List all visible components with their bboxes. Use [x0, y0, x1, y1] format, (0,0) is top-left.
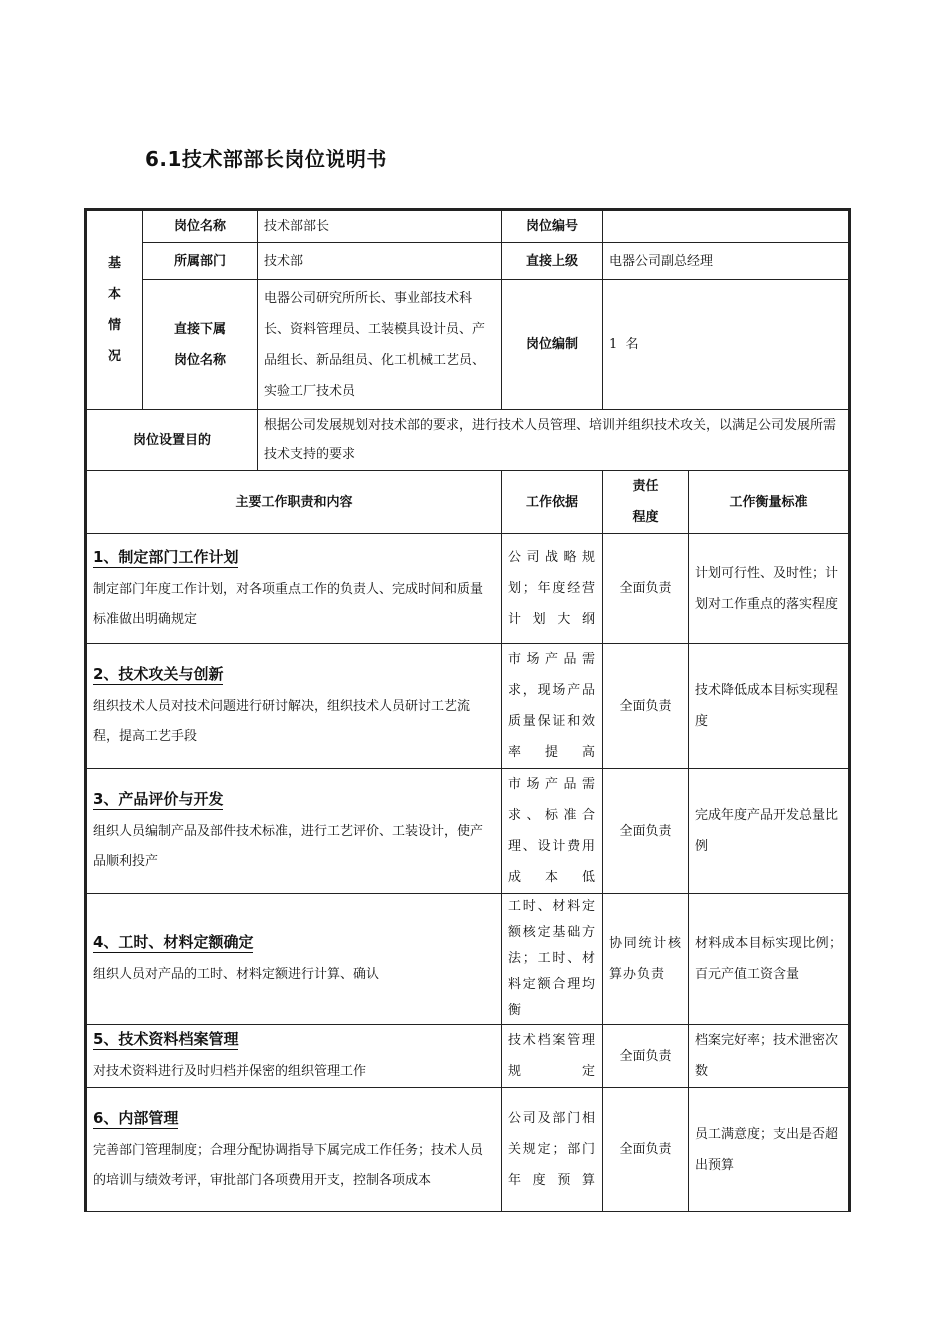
duty-standard: 技术降低成本目标实现程度: [689, 644, 850, 769]
duty-basis: 市场产品需求，现场产品质量保证和效率提高: [502, 644, 603, 769]
duty-row: [86, 894, 850, 1025]
duties-header-responsibility: 责任 程度: [603, 471, 689, 534]
duty-responsibility: 全面负责: [603, 534, 689, 644]
purpose-value: 根据公司发展规划对技术部的要求，进行技术人员管理、培训并组织技术攻关，以满足公司发展所需技术支持的要求: [258, 410, 850, 471]
duty-desc: 组织人员编制产品及部件技术标准，进行工艺评价、工装设计，使产品顺利投产: [93, 824, 484, 869]
duty-basis: 工时、材料定额核定基础方法；工时、材料定额合理均衡: [502, 894, 603, 1025]
quota-value: 1 名: [603, 280, 850, 410]
duty-title: 3、产品评价与开发: [93, 790, 224, 808]
subordinate-label: 直接下属 岗位名称: [143, 280, 258, 410]
duties-header-content: 主要工作职责和内容: [86, 471, 502, 534]
duty-content: [86, 1025, 502, 1088]
duty-desc: 完善部门管理制度；合理分配协调指导下属完成工作任务；技术人员的培训与绩效考评，审批部门各项费用开支，控制各项成本: [93, 1142, 484, 1188]
duty-responsibility: 全面负责: [603, 1088, 689, 1212]
duty-basis: 公司及部门相关规定；部门年度预算: [502, 1088, 603, 1212]
duty-responsibility: 全面负责: [603, 644, 689, 769]
post-name-label: 岗位名称: [143, 210, 258, 243]
superior-label: 直接上级: [502, 243, 603, 280]
row-post-name: [86, 210, 850, 243]
duty-content: [86, 1088, 502, 1212]
duty-responsibility: 全面负责: [603, 1025, 689, 1088]
post-no-label: 岗位编号: [502, 210, 603, 243]
duty-content: [86, 894, 502, 1025]
duty-desc: 组织技术人员对技术问题进行研讨解决，组织技术人员研讨工艺流程，提高工艺手段: [93, 699, 471, 744]
duty-desc: 制定部门年度工作计划，对各项重点工作的负责人、完成时间和质量标准做出明确规定: [93, 581, 484, 627]
duty-title: 6、内部管理: [93, 1108, 179, 1127]
duties-header-standard: 工作衡量标准: [689, 471, 850, 534]
duty-basis: 公司战略规划；年度经营计划大纲: [502, 534, 603, 644]
duty-standard: 员工满意度；支出是否超出预算: [689, 1088, 850, 1212]
superior-value: 电器公司副总经理: [603, 243, 850, 280]
duty-responsibility: 协同统计核算办负责: [603, 894, 689, 1025]
row-purpose: [86, 410, 850, 471]
duty-basis: 技术档案管理规定: [502, 1025, 603, 1088]
duty-row: [86, 769, 850, 894]
quota-label: 岗位编制: [502, 280, 603, 410]
duty-row: [86, 1088, 850, 1212]
duty-row: [86, 1025, 850, 1088]
duty-title: 2、技术攻关与创新: [93, 665, 224, 683]
duty-responsibility: 全面负责: [603, 769, 689, 894]
duty-standard: 档案完好率；技术泄密次数: [689, 1025, 850, 1088]
duty-basis: 市场产品需求、标准合理、设计费用成本低: [502, 769, 603, 894]
duty-row: [86, 534, 850, 644]
duties-header-basis: 工作依据: [502, 471, 603, 534]
duty-content: [86, 534, 502, 644]
duty-standard: 完成年度产品开发总量比例: [689, 769, 850, 894]
duty-content: [86, 644, 502, 769]
subordinate-value: 电器公司研究所所长、事业部技术科长、资料管理员、工装模具设计员、产品组长、新品组员、化工机械工艺员、实验工厂技术员: [258, 280, 502, 410]
dept-label: 所属部门: [143, 243, 258, 280]
duty-content: [86, 769, 502, 894]
row-department: [86, 243, 850, 280]
basic-info-section-label: 基 本 情 况: [86, 210, 143, 410]
duty-desc: 对技术资料进行及时归档并保密的组织管理工作: [93, 1064, 367, 1079]
duty-title: 1、制定部门工作计划: [93, 547, 239, 566]
duties-header-row: [86, 471, 850, 534]
purpose-label: 岗位设置目的: [86, 410, 258, 471]
duty-title: 5、技术资料档案管理: [93, 1030, 239, 1048]
page-title: 6.1技术部部长岗位说明书: [145, 147, 387, 171]
job-description-table: [84, 208, 851, 1212]
dept-value: 技术部: [258, 243, 502, 280]
duty-row: [86, 644, 850, 769]
duty-standard: 计划可行性、及时性；计划对工作重点的落实程度: [689, 534, 850, 644]
duty-standard: 材料成本目标实现比例；百元产值工资含量: [689, 894, 850, 1025]
post-no-value: [603, 210, 850, 243]
row-subordinates: [86, 280, 850, 410]
duty-title: 4、工时、材料定额确定: [93, 933, 254, 951]
duty-desc: 组织人员对产品的工时、材料定额进行计算、确认: [93, 967, 380, 982]
post-name-value: 技术部部长: [258, 210, 502, 243]
